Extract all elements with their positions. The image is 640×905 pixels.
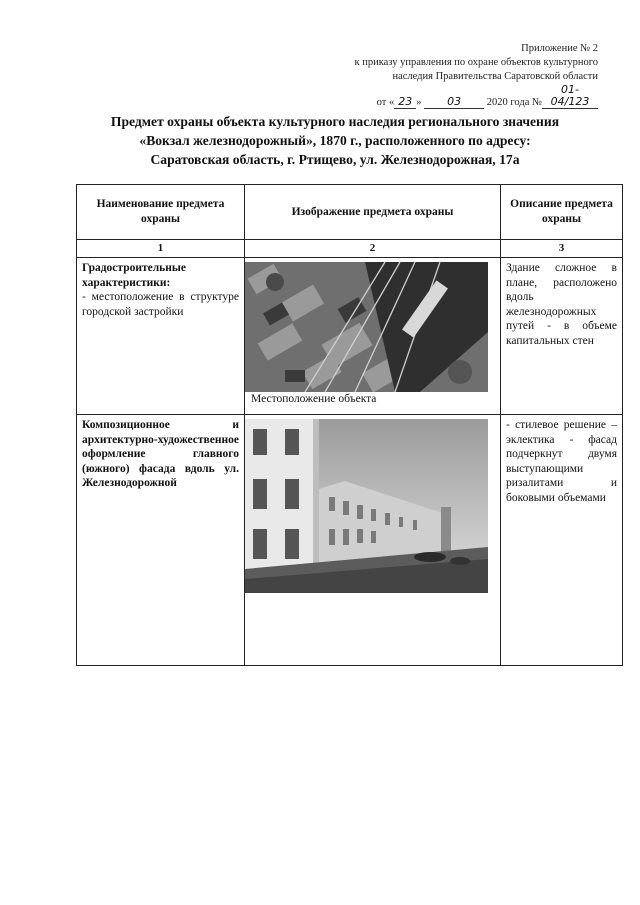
row2-image-cell — [245, 415, 501, 665]
title-line-2: «Вокзал железнодорожный», 1870 г., расположенного по адресу: — [139, 133, 531, 148]
appendix-order-line: к приказу управления по охране объектов культурного — [354, 57, 598, 68]
protection-table — [76, 184, 623, 666]
row2-name: Композиционное и архитектурно-художественное оформление главного (южного) фасада вдоль ул. Железнодорожной — [77, 415, 245, 665]
date-month: 03 — [424, 96, 484, 109]
appendix-title: Приложение № 2 — [521, 43, 598, 54]
order-number: 01-04/123 — [542, 84, 598, 109]
row1-description: Здание сложное в плане, расположено вдоль железнодорожных путей - в объеме капитальных стен — [506, 262, 617, 347]
appendix-date-line — [268, 84, 598, 110]
row1-name — [77, 258, 245, 414]
column-number-2: 2 — [245, 240, 501, 257]
aerial-map-photo — [245, 262, 488, 392]
title-line-3: Саратовская область, г. Ртищево, ул. Железнодорожная, 17а — [150, 152, 520, 167]
title-line-1: Предмет охраны объекта культурного наследия регионального значения — [110, 114, 560, 129]
date-year: 2020 года № — [486, 97, 542, 108]
column-number-3: 3 — [558, 242, 565, 254]
appendix-authority-line: наследия Правительства Саратовской области — [392, 71, 598, 82]
header-name: Наименование предмета охраны — [77, 185, 245, 239]
document-title — [70, 112, 600, 169]
map-caption: Местоположение объекта — [251, 393, 377, 405]
station-facade-photo — [245, 419, 488, 593]
date-quote: » — [416, 97, 422, 108]
row2-description: - стилевое решение – эклектика - фасад подчеркнут двумя выступающими ризалитами и боковыми объемами — [506, 419, 617, 504]
date-prefix: от « — [376, 97, 395, 108]
date-day: 23 — [394, 96, 416, 109]
header-image: Изображение предмета охраны — [245, 185, 501, 239]
row1-image-cell — [245, 258, 501, 414]
header-description: Описание предмета охраны — [510, 198, 613, 225]
row1-name-bold: Градостроительные характеристики: — [82, 262, 186, 289]
row1-name-detail: - местоположение в структуре городской застройки — [82, 291, 239, 318]
table-row — [77, 258, 622, 415]
column-number-1: 1 — [77, 240, 245, 257]
table-header-row — [77, 185, 622, 240]
table-row — [77, 415, 622, 665]
table-number-row — [77, 240, 622, 258]
appendix-header — [268, 42, 598, 110]
